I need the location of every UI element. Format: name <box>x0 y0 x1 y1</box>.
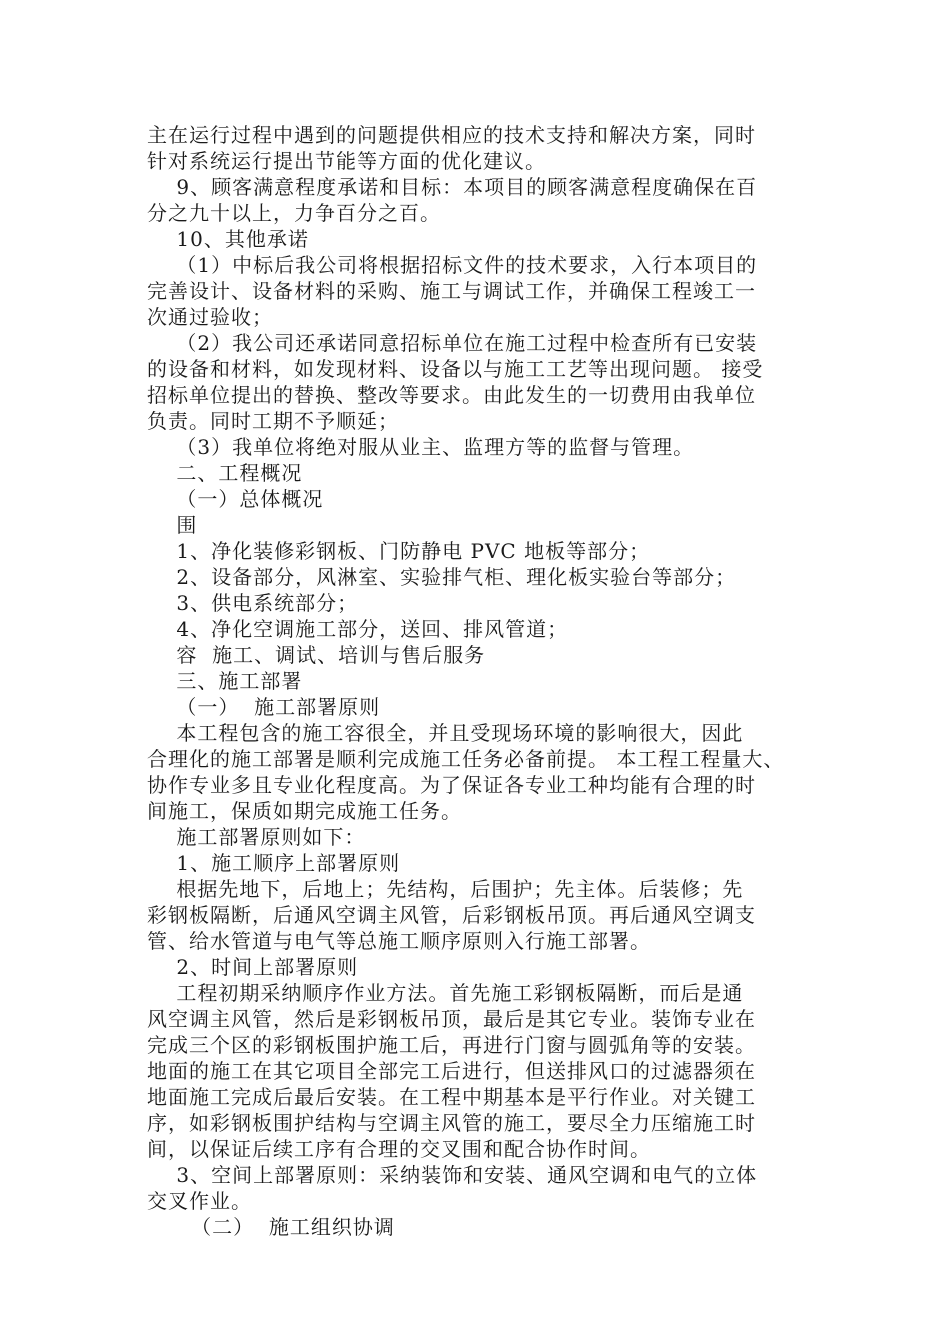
text-line: 围 <box>147 513 198 537</box>
list-item: 2、时间上部署原则 <box>147 955 359 979</box>
text-line: 施工部署原则如下： <box>147 825 366 849</box>
list-item: 2、设备部分，风淋室、实验排气柜、理化板实验台等部分； <box>147 565 737 589</box>
text-line: 负责。同时工期不予顺延； <box>147 409 399 433</box>
text-line: 完善设计、设备材料的采购、施工与调试工作，并确保工程竣工一 <box>147 279 756 303</box>
text-line: 管、给水管道与电气等总施工顺序原则入行施工部署。 <box>147 929 651 953</box>
subsection-heading: （一） 施工部署原则 <box>147 695 381 719</box>
list-item: 3、空间上部署原则：采纳装饰和安装、通风空调和电气的立体 <box>147 1163 758 1187</box>
text-line: 针对系统运行提出节能等方面的优化建议。 <box>147 149 546 173</box>
text-line: 9、顾客满意程度承诺和目标：本项目的顾客满意程度确保在百 <box>147 175 758 199</box>
text-line: 交叉作业。 <box>147 1189 252 1213</box>
text-line: 间，以保证后续工序有合理的交叉围和配合协作时间。 <box>147 1137 651 1161</box>
text-line: 主在运行过程中遇到的问题提供相应的技术支持和解决方案，同时 <box>147 123 756 147</box>
text-line: （1）中标后我公司将根据招标文件的技术要求，入行本项目的 <box>147 253 758 277</box>
text-line: 地面的施工在其它项目全部完工后进行，但送排风口的过滤器须在 <box>147 1059 756 1083</box>
list-item: 4、净化空调施工部分，送回、排风管道； <box>147 617 569 641</box>
list-item: 3、供电系统部分； <box>147 591 359 615</box>
text-line: 容 施工、调试、培训与售后服务 <box>147 643 486 667</box>
text-line: （2）我公司还承诺同意招标单位在施工过程中检查所有已安装 <box>147 331 758 355</box>
text-line: 合理化的施工部署是顺利完成施工任务必备前提。 本工程工程量大、 <box>147 747 785 771</box>
text-line: 彩钢板隔断，后通风空调主风管，后彩钢板吊顶。再后通风空调支 <box>147 903 756 927</box>
subsection-heading: （二） 施工组织协调 <box>147 1215 395 1239</box>
text-line: 协作专业多且专业化程度高。为了保证各专业工种均能有合理的时 <box>147 773 756 797</box>
section-heading: 三、施工部署 <box>147 669 303 693</box>
text-line: 招标单位提出的替换、整改等要求。由此发生的一切费用由我单位 <box>147 383 756 407</box>
text-line: 本工程包含的施工容很全，并且受现场环境的影响很大，因此 <box>147 721 744 745</box>
text-line: 分之九十以上，力争百分之百。 <box>147 201 441 225</box>
text-line: 根据先地下，后地上；先结构，后围护；先主体。后装修；先 <box>147 877 744 901</box>
section-heading: 10、其他承诺 <box>147 227 309 251</box>
text-line: （3）我单位将绝对服从业主、监理方等的监督与管理。 <box>147 435 695 459</box>
text-line: 完成三个区的彩钢板围护施工后，再进行门窗与圆弧角等的安装。 <box>147 1033 756 1057</box>
text-line: 次通过验收； <box>147 305 273 329</box>
text-line: 工程初期采纳顺序作业方法。首先施工彩钢板隔断，而后是通 <box>147 981 744 1005</box>
section-heading: 二、工程概况 <box>147 461 303 485</box>
list-item: 1、施工顺序上部署原则 <box>147 851 401 875</box>
text-line: 的设备和材料，如发现材料、设备以与施工工艺等出现问题。 接受 <box>147 357 764 381</box>
text-line: 间施工，保质如期完成施工任务。 <box>147 799 462 823</box>
text-line: 地面施工完成后最后安装。在工程中期基本是平行作业。对关键工 <box>147 1085 756 1109</box>
text-line: 序，如彩钢板围护结构与空调主风管的施工，要尽全力压缩施工时 <box>147 1111 756 1135</box>
subsection-heading: （一）总体概况 <box>147 487 324 511</box>
list-item: 1、净化装修彩钢板、门防静电 PVC 地板等部分； <box>147 539 651 563</box>
text-line: 风空调主风管，然后是彩钢板吊顶，最后是其它专业。装饰专业在 <box>147 1007 756 1031</box>
